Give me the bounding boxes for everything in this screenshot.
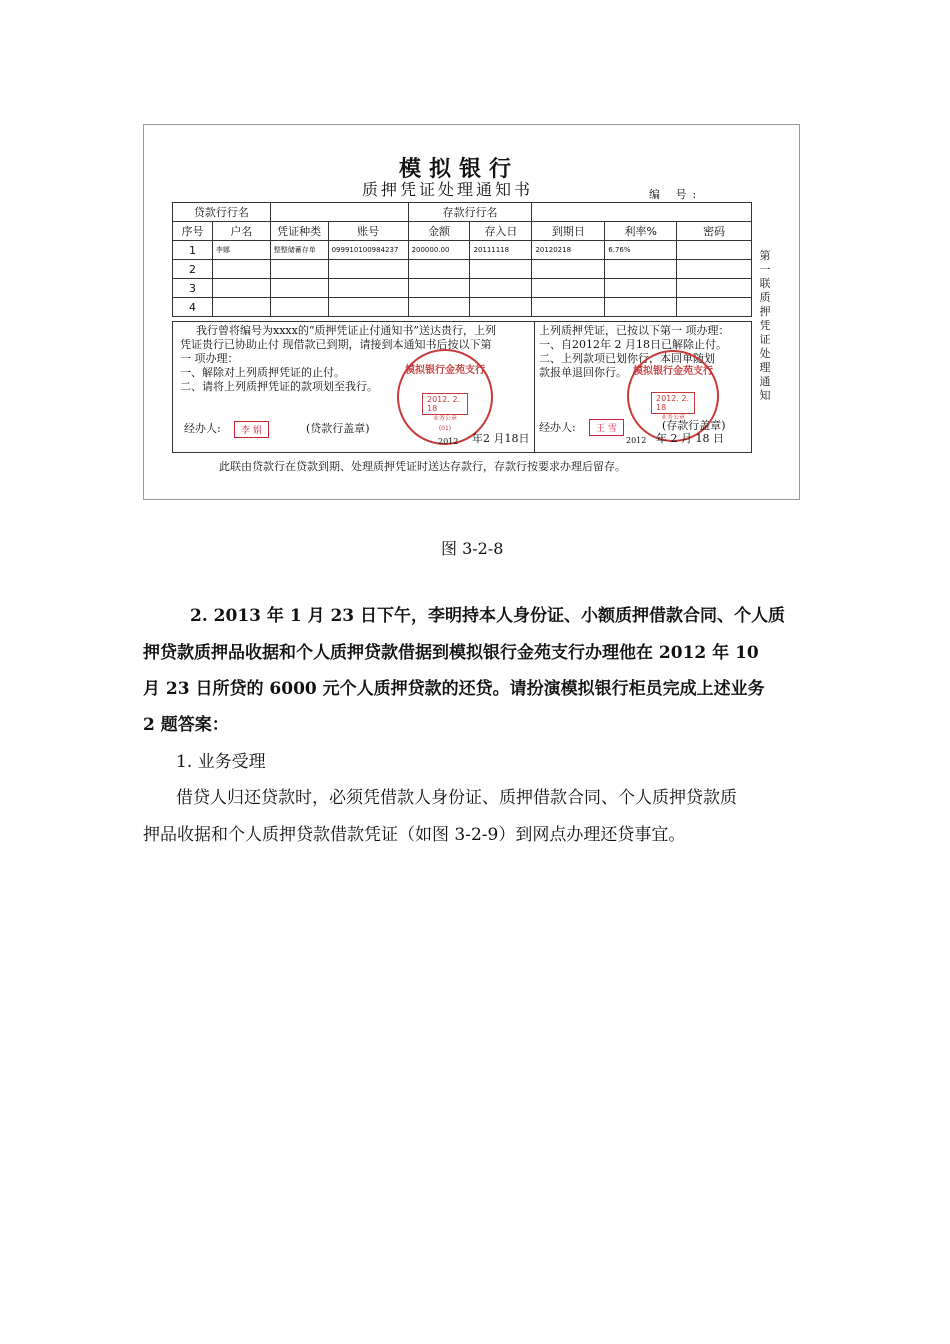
account-name	[212, 279, 270, 298]
voucher-type: 整整储蓄存单	[270, 241, 328, 260]
right-seal-label: (存款行盖章)	[662, 419, 726, 432]
interest-rate	[605, 279, 677, 298]
left-date-rest: 年2 月18日	[472, 432, 530, 445]
table-row	[173, 241, 752, 260]
table-row	[173, 279, 752, 298]
stamp-name: 模拟银行金苑支行	[633, 366, 713, 377]
right-text-line: 一、自2012年 2 月18日已解除止付。	[539, 338, 727, 351]
account-name	[212, 298, 270, 317]
deposit-bank-value	[532, 203, 752, 222]
answer-line: 借贷人归还贷款时，必须凭借款人身份证、质押借款合同、个人质押贷款质	[176, 788, 737, 808]
password	[677, 298, 752, 317]
account-number: 099910100984237	[328, 241, 408, 260]
deposit-date: 20111118	[470, 241, 532, 260]
table-row	[173, 260, 752, 279]
bank-name: 模拟银行	[399, 156, 520, 182]
maturity-date	[532, 260, 605, 279]
left-text-line: 一、解除对上列质押凭证的止付。	[180, 366, 345, 379]
header-cell: 账号	[328, 222, 408, 241]
deposit-date	[470, 298, 532, 317]
account-number	[328, 298, 408, 317]
right-text-line: 款报单退回你行。	[539, 366, 627, 379]
password	[677, 241, 752, 260]
header-cell: 序号	[173, 222, 213, 241]
stamp-sub: 业务公章	[660, 414, 685, 421]
row-number: 4	[173, 298, 213, 317]
row-number: 3	[173, 279, 213, 298]
deposit-bank-label: 存款行行名	[408, 203, 532, 222]
left-handler-name: 李 娟	[234, 421, 269, 438]
loan-bank-value	[270, 203, 408, 222]
header-cell: 金额	[408, 222, 470, 241]
pledge-notice-form	[144, 125, 801, 501]
figure-caption: 图 3-2-8	[441, 539, 504, 558]
serial-label: 编 号:	[649, 188, 703, 201]
password	[677, 279, 752, 298]
right-text-line: 上列质押凭证，已按以下第一 项办理：	[539, 324, 730, 337]
table-row	[173, 298, 752, 317]
notice-divider	[534, 321, 535, 453]
form-footnote: 此联由贷款行在贷款到期、处理质押凭证时送达存款行，存款行按要求办理后留存。	[219, 460, 626, 473]
account-name	[212, 260, 270, 279]
form-table	[172, 202, 752, 317]
maturity-date: 20120218	[532, 241, 605, 260]
right-date-rest: 年 2 月 18 日	[656, 432, 724, 445]
account-number	[328, 279, 408, 298]
amount	[408, 260, 470, 279]
account-number	[328, 260, 408, 279]
header-cell: 凭证种类	[270, 222, 328, 241]
right-date-year: 2012	[626, 436, 647, 445]
maturity-date	[532, 279, 605, 298]
question-line: 月 23 日所贷的 6000 元个人质押贷款的还贷。请扮演模拟银行柜员完成上述业务	[143, 679, 765, 699]
row-number: 1	[173, 241, 213, 260]
loan-bank-label: 贷款行行名	[173, 203, 271, 222]
right-handler-label: 经办人:	[539, 421, 576, 434]
stamp-name: 模拟银行金苑支行	[405, 365, 485, 376]
stamp-code: (01)	[438, 425, 452, 432]
left-handler-label: 经办人:	[184, 422, 221, 435]
left-text-line: 凭证贵行已协助止付 现借款已到期，请接到本通知书后按以下第	[180, 338, 492, 351]
question-line: 2. 2013 年 1 月 23 日下午，李明持本人身份证、小额质押借款合同、个人质	[190, 606, 786, 626]
question-line: 2 题答案：	[143, 715, 229, 735]
left-date-year: 2012	[438, 437, 459, 446]
figure-frame	[143, 124, 800, 500]
left-text-line: 我行曾将编号为xxxx的“质押凭证止付通知书”送达贵行，上列	[196, 324, 497, 337]
left-bank-stamp	[397, 349, 493, 445]
stamp-date: 2012. 2. 18	[651, 392, 695, 414]
left-seal-label: (贷款行盖章)	[306, 422, 370, 435]
account-name: 李娜	[212, 241, 270, 260]
amount	[408, 279, 470, 298]
header-cell: 户名	[212, 222, 270, 241]
header-row	[173, 222, 752, 241]
left-text-line: 二、请将上列质押凭证的款项划至我行。	[180, 380, 378, 393]
stamp-sub: 业务公章	[432, 415, 457, 422]
interest-rate	[605, 260, 677, 279]
stamp-date: 2012. 2. 18	[422, 393, 468, 415]
right-handler-name: 王 雪	[589, 419, 624, 436]
answer-heading: 1. 业务受理	[176, 752, 266, 772]
voucher-type	[270, 279, 328, 298]
header-cell: 存入日	[470, 222, 532, 241]
right-text-line: 二、上列款项已划你行，本回单随划	[539, 352, 715, 365]
amount: 200000.00	[408, 241, 470, 260]
interest-rate	[605, 298, 677, 317]
question-line: 押贷款质押品收据和个人质押贷款借据到模拟银行金苑支行办理他在 2012 年 10	[143, 643, 759, 663]
left-text-line: 一 项办理：	[180, 352, 239, 365]
password	[677, 260, 752, 279]
form-title: 质押凭证处理通知书	[362, 180, 534, 199]
answer-line: 押品收据和个人质押贷款借款凭证（如图 3-2-9）到网点办理还贷事宜。	[143, 825, 686, 845]
voucher-type	[270, 298, 328, 317]
bank-name-row	[173, 203, 752, 222]
interest-rate: 6.76%	[605, 241, 677, 260]
voucher-type	[270, 260, 328, 279]
row-number: 2	[173, 260, 213, 279]
header-cell: 密码	[677, 222, 752, 241]
deposit-date	[470, 260, 532, 279]
copy-side-label: 第一联 质押凭证处理通知	[759, 249, 771, 402]
deposit-date	[470, 279, 532, 298]
header-cell: 利率%	[605, 222, 677, 241]
header-cell: 到期日	[532, 222, 605, 241]
amount	[408, 298, 470, 317]
maturity-date	[532, 298, 605, 317]
